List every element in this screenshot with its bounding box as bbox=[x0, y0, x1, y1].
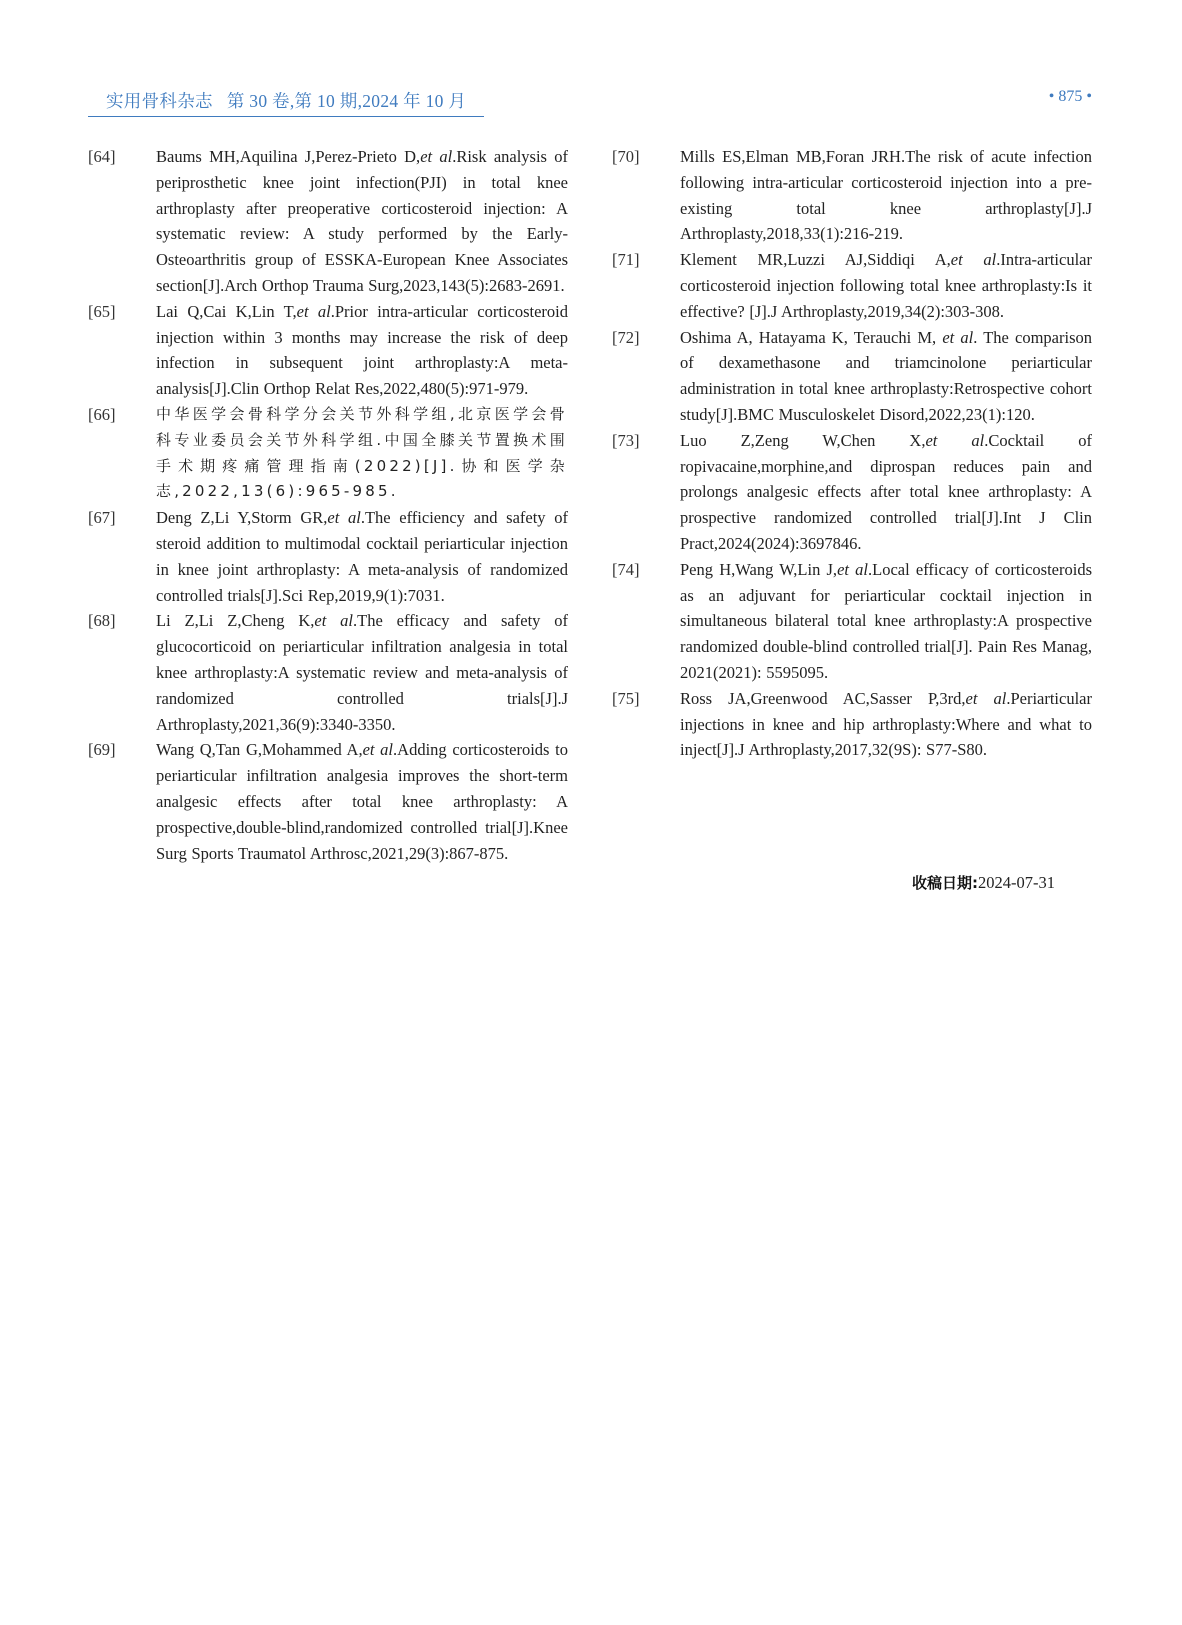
reference-text: Ross JA,Greenwood AC,Sasser P,3rd,et al.Periarticular injections in knee and hip arthroplasty:Where and what to inject[J].J Arthroplasty,2017,32(9S): S77-S80. bbox=[680, 688, 1092, 760]
reference-item bbox=[88, 737, 568, 866]
journal-name: 实用骨科杂志 bbox=[106, 91, 213, 111]
journal-header bbox=[88, 88, 484, 117]
running-header bbox=[88, 88, 1092, 118]
reference-number: [69] bbox=[88, 740, 116, 760]
reference-text: Peng H,Wang W,Lin J,et al.Local efficacy of corticosteroids as an adjuvant for periarticular cocktail injection in simultaneous bilateral total knee arthroplasty:A prospective randomized double-blind controlled trial[J]. Pain Res Manag, 2021(2021): 5595095. bbox=[680, 559, 1092, 682]
reference-column-right bbox=[612, 144, 1092, 763]
reference-number: [75] bbox=[612, 688, 640, 708]
reference-text: Klement MR,Luzzi AJ,Siddiqi A,et al.Intra-articular corticosteroid injection following total knee arthroplasty:Is it effective? [J].J Arthroplasty,2019,34(2):303-308. bbox=[680, 250, 1092, 321]
issue-info: 第 30 卷,第 10 期,2024 年 10 月 bbox=[226, 91, 467, 111]
reference-number: [65] bbox=[88, 301, 116, 321]
reference-item bbox=[88, 144, 568, 299]
reference-item bbox=[612, 247, 1092, 324]
reference-text: 中华医学会骨科学分会关节外科学组,北京医学会骨科专业委员会关节外科学组.中国全膝关节置换术围手术期疼痛管理指南(2022)[J].协和医学杂志,2022,13(6):965-985. bbox=[156, 404, 568, 501]
reference-number: [64] bbox=[88, 147, 116, 166]
received-date-label: 收稿日期: bbox=[912, 874, 978, 892]
reference-text: Baums MH,Aquilina J,Perez-Prieto D,et al.Risk analysis of periprosthetic knee joint infection(PJI) in total knee arthroplasty after preoperative corticosteroid injection: A systematic review: A study performed by the Early-Osteoarthritis group of ESSKA-European Knee Associates section[J].Arch Orthop Trauma Surg,2023,143(5):2683-2691. bbox=[156, 147, 568, 295]
reference-item bbox=[88, 402, 568, 505]
reference-number: [74] bbox=[612, 559, 640, 579]
reference-item bbox=[612, 686, 1092, 763]
reference-number: [67] bbox=[88, 508, 116, 528]
reference-text: Wang Q,Tan G,Mohammed A,et al.Adding corticosteroids to periarticular infiltration analgesia improves the short-term analgesic effects after total knee arthroplasty: A prospective,double-blind,randomized controlled trial[J].Knee Surg Sports Traumatol Arthrosc,2021,29(3):867-875. bbox=[156, 740, 568, 863]
reference-text: Lai Q,Cai K,Lin T,et al.Prior intra-articular corticosteroid injection within 3 months may increase the risk of deep infection in subsequent joint arthroplasty:A meta-analysis[J].Clin Orthop Relat Res,2022,480(5):971-979. bbox=[156, 301, 568, 399]
reference-number: [71] bbox=[612, 250, 640, 270]
reference-item bbox=[88, 299, 568, 402]
reference-number: [73] bbox=[612, 430, 640, 450]
reference-number: [70] bbox=[612, 147, 640, 166]
reference-column-left bbox=[88, 144, 568, 866]
reference-number: [72] bbox=[612, 327, 640, 347]
reference-text: Li Z,Li Z,Cheng K,et al.The efficacy and safety of glucocorticoid on periarticular infiltration analgesia in total knee arthroplasty:A systematic review and meta-analysis of randomized controlled trials[J].J Arthroplasty,2021,36(9):3340-3350. bbox=[156, 611, 569, 734]
reference-text: Mills ES,Elman MB,Foran JRH.The risk of acute infection following intra-articular corticosteroid injection into a pre-existing total knee arthroplasty[J].J Arthroplasty,2018,33(1):216-219. bbox=[680, 147, 1092, 244]
reference-number: [68] bbox=[88, 611, 116, 631]
reference-text: Deng Z,Li Y,Storm GR,et al.The efficiency and safety of steroid addition to multimodal cocktail periarticular injection in knee joint arthroplasty: A meta-analysis of randomized controlled trials[J].Sci Rep,2019,9(1):7031. bbox=[156, 508, 568, 605]
reference-item bbox=[612, 428, 1092, 557]
reference-item bbox=[88, 505, 568, 608]
page-number: • 875 • bbox=[1048, 88, 1092, 105]
reference-item bbox=[612, 325, 1092, 428]
received-date bbox=[912, 872, 1055, 893]
reference-item bbox=[88, 608, 568, 737]
reference-text: Luo Z,Zeng W,Chen X,et al.Cocktail of ropivacaine,morphine,and diprospan reduces pain and prolongs analgesic effects after total knee arthroplasty: A prospective randomized controlled trial[J].Int J Clin Pract,2024(2024):3697846. bbox=[680, 430, 1092, 553]
reference-number: [66] bbox=[88, 404, 116, 424]
reference-item bbox=[612, 144, 1092, 247]
reference-text: Oshima A, Hatayama K, Terauchi M, et al. The comparison of dexamethasone and triamcinolone periarticular administration in total knee arthroplasty:Retrospective cohort study[J].BMC Musculoskelet Disord,2022,23(1):120. bbox=[680, 327, 1092, 424]
received-date-value: 2024-07-31 bbox=[978, 873, 1055, 892]
reference-item bbox=[612, 557, 1092, 686]
